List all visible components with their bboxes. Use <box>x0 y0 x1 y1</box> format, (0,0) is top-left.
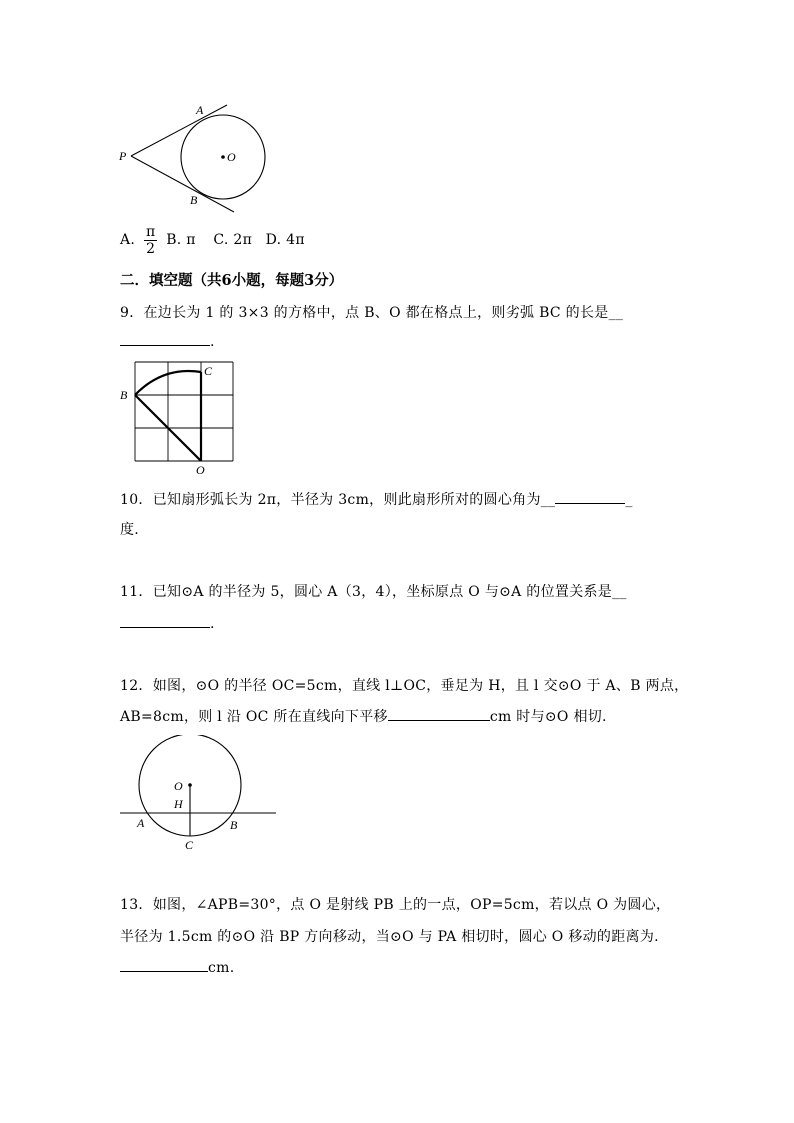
q13-line2-text: 半径为 1.5cm 的⊙O 沿 BP 方向移动，当⊙O 与 PA 相切时，圆心 O 移动的距离为 <box>120 929 655 945</box>
label-o: O <box>174 779 183 793</box>
chord-figure <box>110 735 285 857</box>
fraction-numerator: π <box>145 223 156 240</box>
tangent-figure <box>110 100 280 218</box>
option-a-fraction <box>144 224 158 257</box>
q12-line2-after: cm 时与⊙O 相切. <box>489 709 607 725</box>
option-b: B. π <box>166 232 196 248</box>
q10-line1 <box>120 489 633 509</box>
q13-line1: 13．如图，∠APB=30°，点 O 是射线 PB 上的一点，OP=5cm，若以点 O 为圆心， <box>120 897 671 913</box>
tangent-line-pa <box>131 105 227 156</box>
label-b: B <box>120 388 128 402</box>
label-o: O <box>227 150 236 164</box>
label-b: B <box>190 193 198 207</box>
label-a: A <box>196 103 204 117</box>
q13-answer-blank[interactable] <box>120 957 208 972</box>
tangent-line-pb <box>131 156 234 212</box>
q9-line1: 9．在边长为 1 的 3×3 的方格中，点 B、O 都在格点上，则劣弧 BC 的长是__ <box>120 305 624 321</box>
q9-line2 <box>120 331 215 350</box>
q10-text: 10．已知扇形弧长为 2π，半径为 3cm，则此扇形所对的圆心角为__ <box>120 492 556 508</box>
label-p: P <box>119 149 127 163</box>
section-heading: 二．填空题（共6小题，每题3分） <box>120 272 344 289</box>
q13-line3-after: cm. <box>208 960 235 976</box>
q10-line2: 度. <box>120 522 140 538</box>
q11-line1: 11．已知⊙A 的半径为 5，圆心 A（3，4），坐标原点 O 与⊙A 的位置关系是__ <box>120 584 627 600</box>
label-a: A <box>137 816 145 830</box>
q13-line3 <box>120 957 234 976</box>
option-c: C. 2π <box>213 232 253 248</box>
fraction-denominator: 2 <box>146 240 156 257</box>
q12-line1: 12．如图，⊙O 的半径 OC=5cm，直线 l⊥OC，垂足为 H，且 l 交⊙O 于 A、B 两点， <box>120 678 689 694</box>
label-h: H <box>174 797 183 811</box>
option-a-prefix: A. <box>120 232 136 248</box>
q12-line2-before: AB=8cm，则 l 沿 OC 所在直线向下平移 <box>120 709 388 725</box>
grid-figure <box>115 358 245 478</box>
label-o: O <box>196 463 205 477</box>
q13-line2 <box>120 926 659 946</box>
center-dot-o <box>221 155 225 159</box>
grid-lines <box>135 362 233 461</box>
q12-line2 <box>120 706 607 726</box>
label-b: B <box>230 818 238 832</box>
q11-answer-blank[interactable] <box>120 613 210 628</box>
label-c: C <box>204 364 213 378</box>
option-d: D. 4π <box>265 232 305 248</box>
q9-line2-end: . <box>210 334 215 350</box>
q10-line1-end: _ <box>625 492 633 508</box>
label-c: C <box>185 838 194 852</box>
q13-line2-end: . <box>654 929 659 945</box>
q11-line2 <box>120 613 215 632</box>
q11-line2-end: . <box>210 616 215 632</box>
center-dot-o <box>188 783 192 787</box>
q12-answer-blank[interactable] <box>388 706 490 721</box>
q10-answer-blank[interactable] <box>555 489 625 504</box>
q8-options <box>120 223 305 257</box>
q9-answer-blank[interactable] <box>120 331 210 346</box>
